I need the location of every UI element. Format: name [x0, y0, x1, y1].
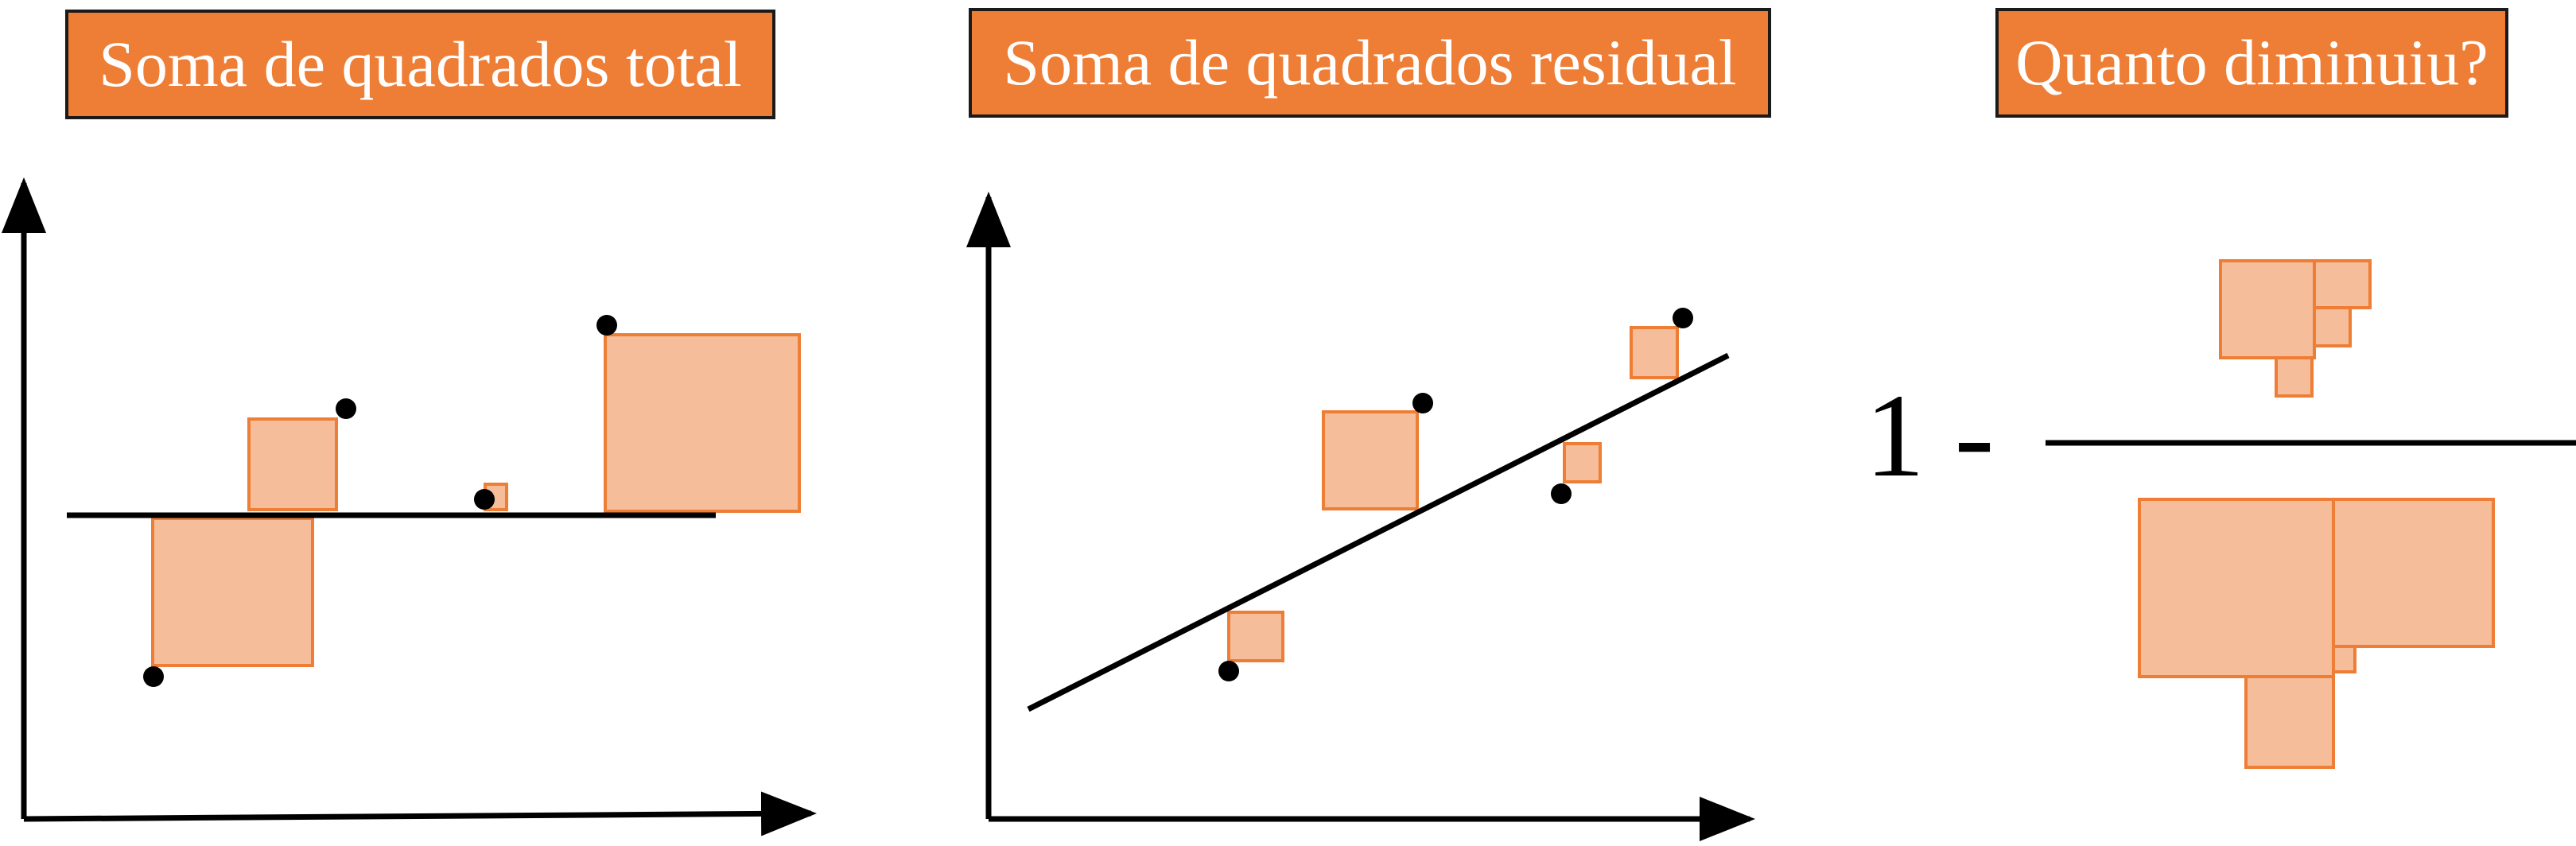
denominator-square-4: [2246, 677, 2333, 767]
residual-square-4: [1631, 328, 1677, 378]
residual-point-4: [1673, 308, 1693, 328]
numerator-square-2: [2314, 261, 2370, 308]
residual-point-2: [1412, 393, 1433, 413]
title-residual-label: Soma de quadrados residual: [1003, 26, 1737, 99]
numerator-square-3: [2314, 308, 2350, 346]
numerator-square-4: [2276, 358, 2312, 396]
denominator-square-2: [2333, 499, 2493, 646]
residual-point-1: [1218, 661, 1239, 681]
residual-regression-line: [1028, 355, 1728, 709]
total-point-2: [336, 398, 356, 419]
panel-total: [24, 183, 811, 819]
residual-square-3: [1564, 444, 1600, 482]
one-minus-label: 1 -: [1865, 370, 1995, 502]
residual-square-1: [1229, 612, 1283, 661]
total-square-2: [249, 419, 336, 510]
total-point-4: [596, 315, 617, 336]
title-quanto-label: Quanto diminuiu?: [2015, 26, 2489, 99]
total-square-1: [153, 518, 313, 666]
denominator-square-3: [2333, 646, 2355, 672]
total-point-3: [474, 489, 495, 510]
residual-point-3: [1551, 483, 1572, 504]
panel-residual: [989, 197, 1750, 819]
total-x-axis: [24, 813, 811, 819]
residual-square-2: [1323, 412, 1417, 509]
numerator-square-1: [2220, 261, 2314, 358]
panel-quanto: [1865, 261, 2576, 767]
denominator-square-1: [2139, 499, 2333, 677]
total-square-4: [605, 335, 799, 511]
total-point-1: [143, 666, 164, 687]
title-total-label: Soma de quadrados total: [99, 28, 742, 100]
